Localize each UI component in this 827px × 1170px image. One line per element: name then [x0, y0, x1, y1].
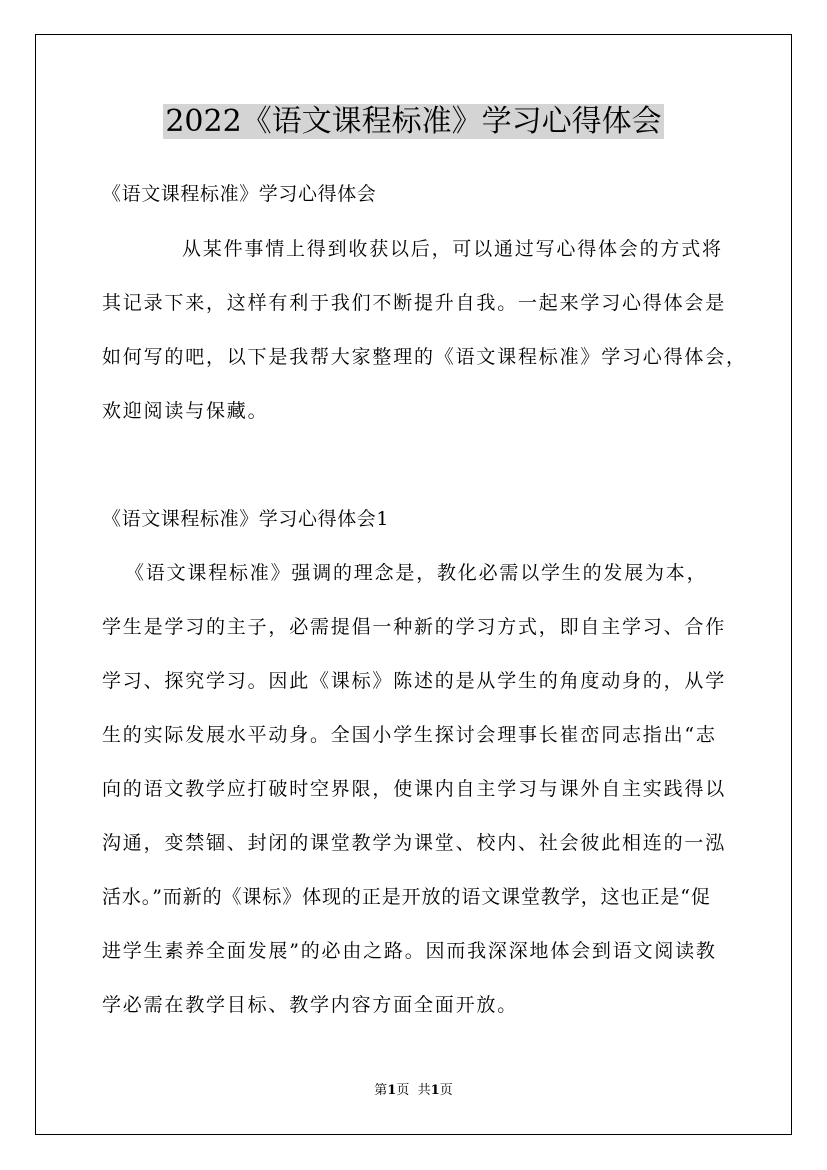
document-title: [0, 102, 827, 142]
section-1-line-1: 《语文课程标准》强调的理念是，教化必需以学生的发展为本，: [125, 562, 708, 584]
intro-line-4: 欢迎阅读与保藏。: [102, 400, 269, 422]
section-1-heading: 《语文课程标准》学习心得体会1: [102, 508, 390, 530]
page-number: 1: [387, 1083, 397, 1098]
section-1-line-6: 沟通，变禁锢、封闭的课堂教学为课堂、校内、社会彼此相连的一泓: [102, 832, 727, 854]
section-1-line-4: 生的实际发展水平动身。全国小学生探讨会理事长崔峦同志指出“志: [102, 724, 717, 746]
section-1-line-3: 学习、探究学习。因此《课标》陈述的是从学生的角度动身的，从学: [102, 670, 727, 692]
intro-line-2: 其记录下来，这样有利于我们不断提升自我。一起来学习心得体会是: [102, 292, 727, 314]
section-1-line-7: 活水。”而新的《课标》体现的正是开放的语文课堂教学，这也正是“促: [102, 886, 711, 908]
section-1-line-5: 向的语文教学应打破时空界限，使课内自主学习与课外自主实践得以: [102, 778, 727, 800]
section-1-line-9: 学必需在教学目标、教学内容方面全面开放。: [102, 994, 519, 1016]
intro-line-1: 从某件事情上得到收获以后，可以通过写心得体会的方式将: [182, 238, 723, 260]
document-subtitle: 《语文课程标准》学习心得体会: [102, 183, 377, 205]
page-suffix: 页: [396, 1083, 410, 1098]
page-prefix: 第: [374, 1083, 388, 1098]
intro-line-3: 如何写的吧，以下是我帮大家整理的《语文课程标准》学习心得体会，: [102, 346, 747, 368]
section-1-line-2: 学生是学习的主子，必需提倡一种新的学习方式，即自主学习、合作: [102, 616, 727, 638]
section-1-line-8: 进学生素养全面发展”的必由之路。因而我深深地体会到语文阅读教: [102, 940, 717, 962]
total-prefix: 共: [417, 1083, 431, 1098]
total-suffix: 页: [439, 1083, 453, 1098]
total-pages: 1: [430, 1083, 440, 1098]
document-title-text: 2022《语文课程标准》学习心得体会: [165, 104, 662, 139]
page-footer: [0, 1082, 827, 1100]
